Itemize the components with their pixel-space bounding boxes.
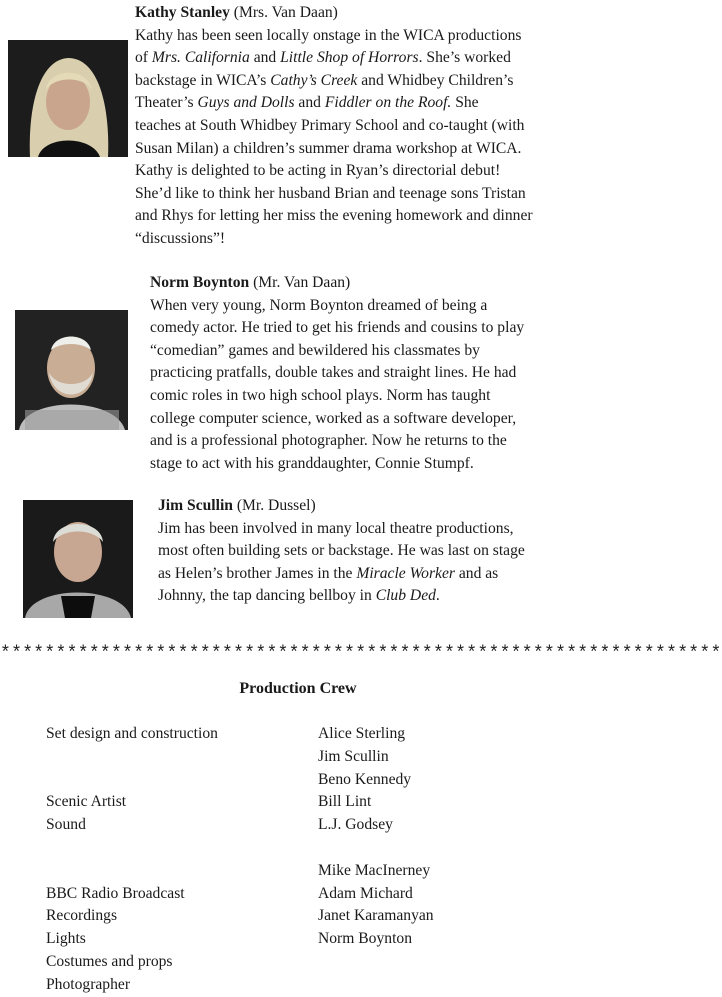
bio-line xyxy=(135,160,533,183)
crew-names: Alice Sterling Jim Scullin Beno Kennedy Bill Lint L.J. Godsey Mike MacInerney Adam Michard Janet Karamanyan Norm Boynton xyxy=(318,725,434,948)
bio-text-run: Kathy is delighted to be acting in Ryan’s directorial debut! xyxy=(135,162,501,180)
bio-text-run: . xyxy=(435,587,440,605)
bio-line xyxy=(135,205,533,228)
bio-text-run: Johnny, the tap dancing bellboy in xyxy=(158,587,376,605)
bio-text-run: and is a professional photographer. Now he returns to the xyxy=(150,432,507,450)
bio-text-run: Theater’s xyxy=(135,94,198,112)
jim-scullin-photo xyxy=(23,500,133,618)
bio-text-run: Susan Milan) a children’s summer drama workshop at WICA. xyxy=(135,139,522,157)
bio-text-run: backstage in WICA’s xyxy=(135,71,271,89)
bio-text-run: as Helen’s brother James in the xyxy=(158,564,357,582)
character-role: (Mr. Van Daan) xyxy=(249,274,351,291)
bio-line xyxy=(158,585,525,608)
character-role: (Mr. Dussel) xyxy=(232,497,316,514)
bio-line xyxy=(158,563,525,586)
bio-line xyxy=(150,408,524,431)
production-title: Guys and Dolls xyxy=(197,94,295,112)
bio-text-run: most often building sets or backstage. He was last on stage xyxy=(158,542,525,560)
bio-text-run: of xyxy=(135,49,152,67)
bio-text-run: college computer science, worked as a software developer, xyxy=(150,409,517,427)
bio-line xyxy=(150,317,524,340)
actor-name: Norm Boynton xyxy=(150,274,250,291)
production-title: Little Shop of Horrors xyxy=(280,49,419,67)
bio-text-run: “discussions”! xyxy=(135,229,226,247)
crew-title: Production Crew xyxy=(239,680,357,697)
kathy-stanley-photo xyxy=(8,40,128,157)
bio-line xyxy=(158,518,525,541)
crew-roles: Set design and construction Scenic Artist Sound BBC Radio Broadcast Recordings Lights Costumes and props Photographer xyxy=(46,725,218,993)
bio-line xyxy=(150,340,524,363)
bio-line xyxy=(135,25,533,48)
actor-name: Jim Scullin xyxy=(158,497,233,514)
bio-line xyxy=(135,115,533,138)
bio-norm-boynton xyxy=(150,272,524,475)
bio-text-run: teaches at South Whidbey Primary School and co-taught (with xyxy=(135,116,525,134)
character-role: (Mrs. Van Daan) xyxy=(229,4,338,21)
bio-line xyxy=(135,70,533,93)
bio-line xyxy=(150,430,524,453)
bio-text-run: and as xyxy=(454,564,499,582)
bio-kathy-stanley xyxy=(135,2,533,251)
bio-line xyxy=(150,385,524,408)
bio-line xyxy=(150,362,524,385)
bio-text-run: stage to act with his granddaughter, Connie Stumpf. xyxy=(150,454,474,472)
bio-line xyxy=(150,453,524,476)
production-title: Cathy’s Creek xyxy=(270,71,358,89)
bio-heading xyxy=(150,272,524,295)
production-title: Fiddler on the Roof. xyxy=(324,94,452,112)
bio-text-run: and xyxy=(249,49,281,67)
bio-text-run: practicing pratfalls, double takes and straight lines. He had xyxy=(150,364,517,382)
bio-text-run: “comedian” games and bewildered his classmates by xyxy=(150,341,480,359)
bio-text xyxy=(135,25,533,251)
bio-text-run: and xyxy=(294,94,325,112)
bio-text-run: comedy actor. He tried to get his friends and cousins to play xyxy=(150,319,525,337)
norm-boynton-photo xyxy=(15,310,128,430)
production-title: Club Ded xyxy=(375,587,436,605)
bio-text-run: Kathy has been seen locally onstage in the WICA productions xyxy=(135,26,522,44)
bio-line xyxy=(135,138,533,161)
bio-text-run: She’d like to think her husband Brian and teenage sons Tristan xyxy=(135,184,526,202)
bio-text-run: Jim has been involved in many local theatre productions, xyxy=(158,519,514,537)
bio-text xyxy=(158,518,525,608)
bio-text-run: and Whidbey Children’s xyxy=(357,71,514,89)
bio-heading xyxy=(158,495,525,518)
bio-line xyxy=(135,92,533,115)
bio-line xyxy=(135,47,533,70)
bio-heading xyxy=(135,2,533,25)
production-title: Miracle Worker xyxy=(356,564,455,582)
bio-text-run: She xyxy=(451,94,479,112)
production-title: Mrs. California xyxy=(151,49,250,67)
bio-text-run: comic roles in two high school plays. Norm has taught xyxy=(150,386,491,404)
bio-line xyxy=(135,183,533,206)
bio-text-run: . She’s worked xyxy=(418,49,511,67)
bio-line xyxy=(158,540,525,563)
bio-line xyxy=(150,295,524,318)
bio-text xyxy=(150,295,524,476)
bio-text-run: and Rhys for letting her miss the evening homework and dinner xyxy=(135,207,533,225)
bio-line xyxy=(135,228,533,251)
bio-text-run: When very young, Norm Boynton dreamed of being a xyxy=(150,296,488,314)
actor-name: Kathy Stanley xyxy=(135,4,230,21)
asterisk-separator: ***************************************************************** xyxy=(0,644,722,664)
bio-jim-scullin xyxy=(158,495,525,608)
